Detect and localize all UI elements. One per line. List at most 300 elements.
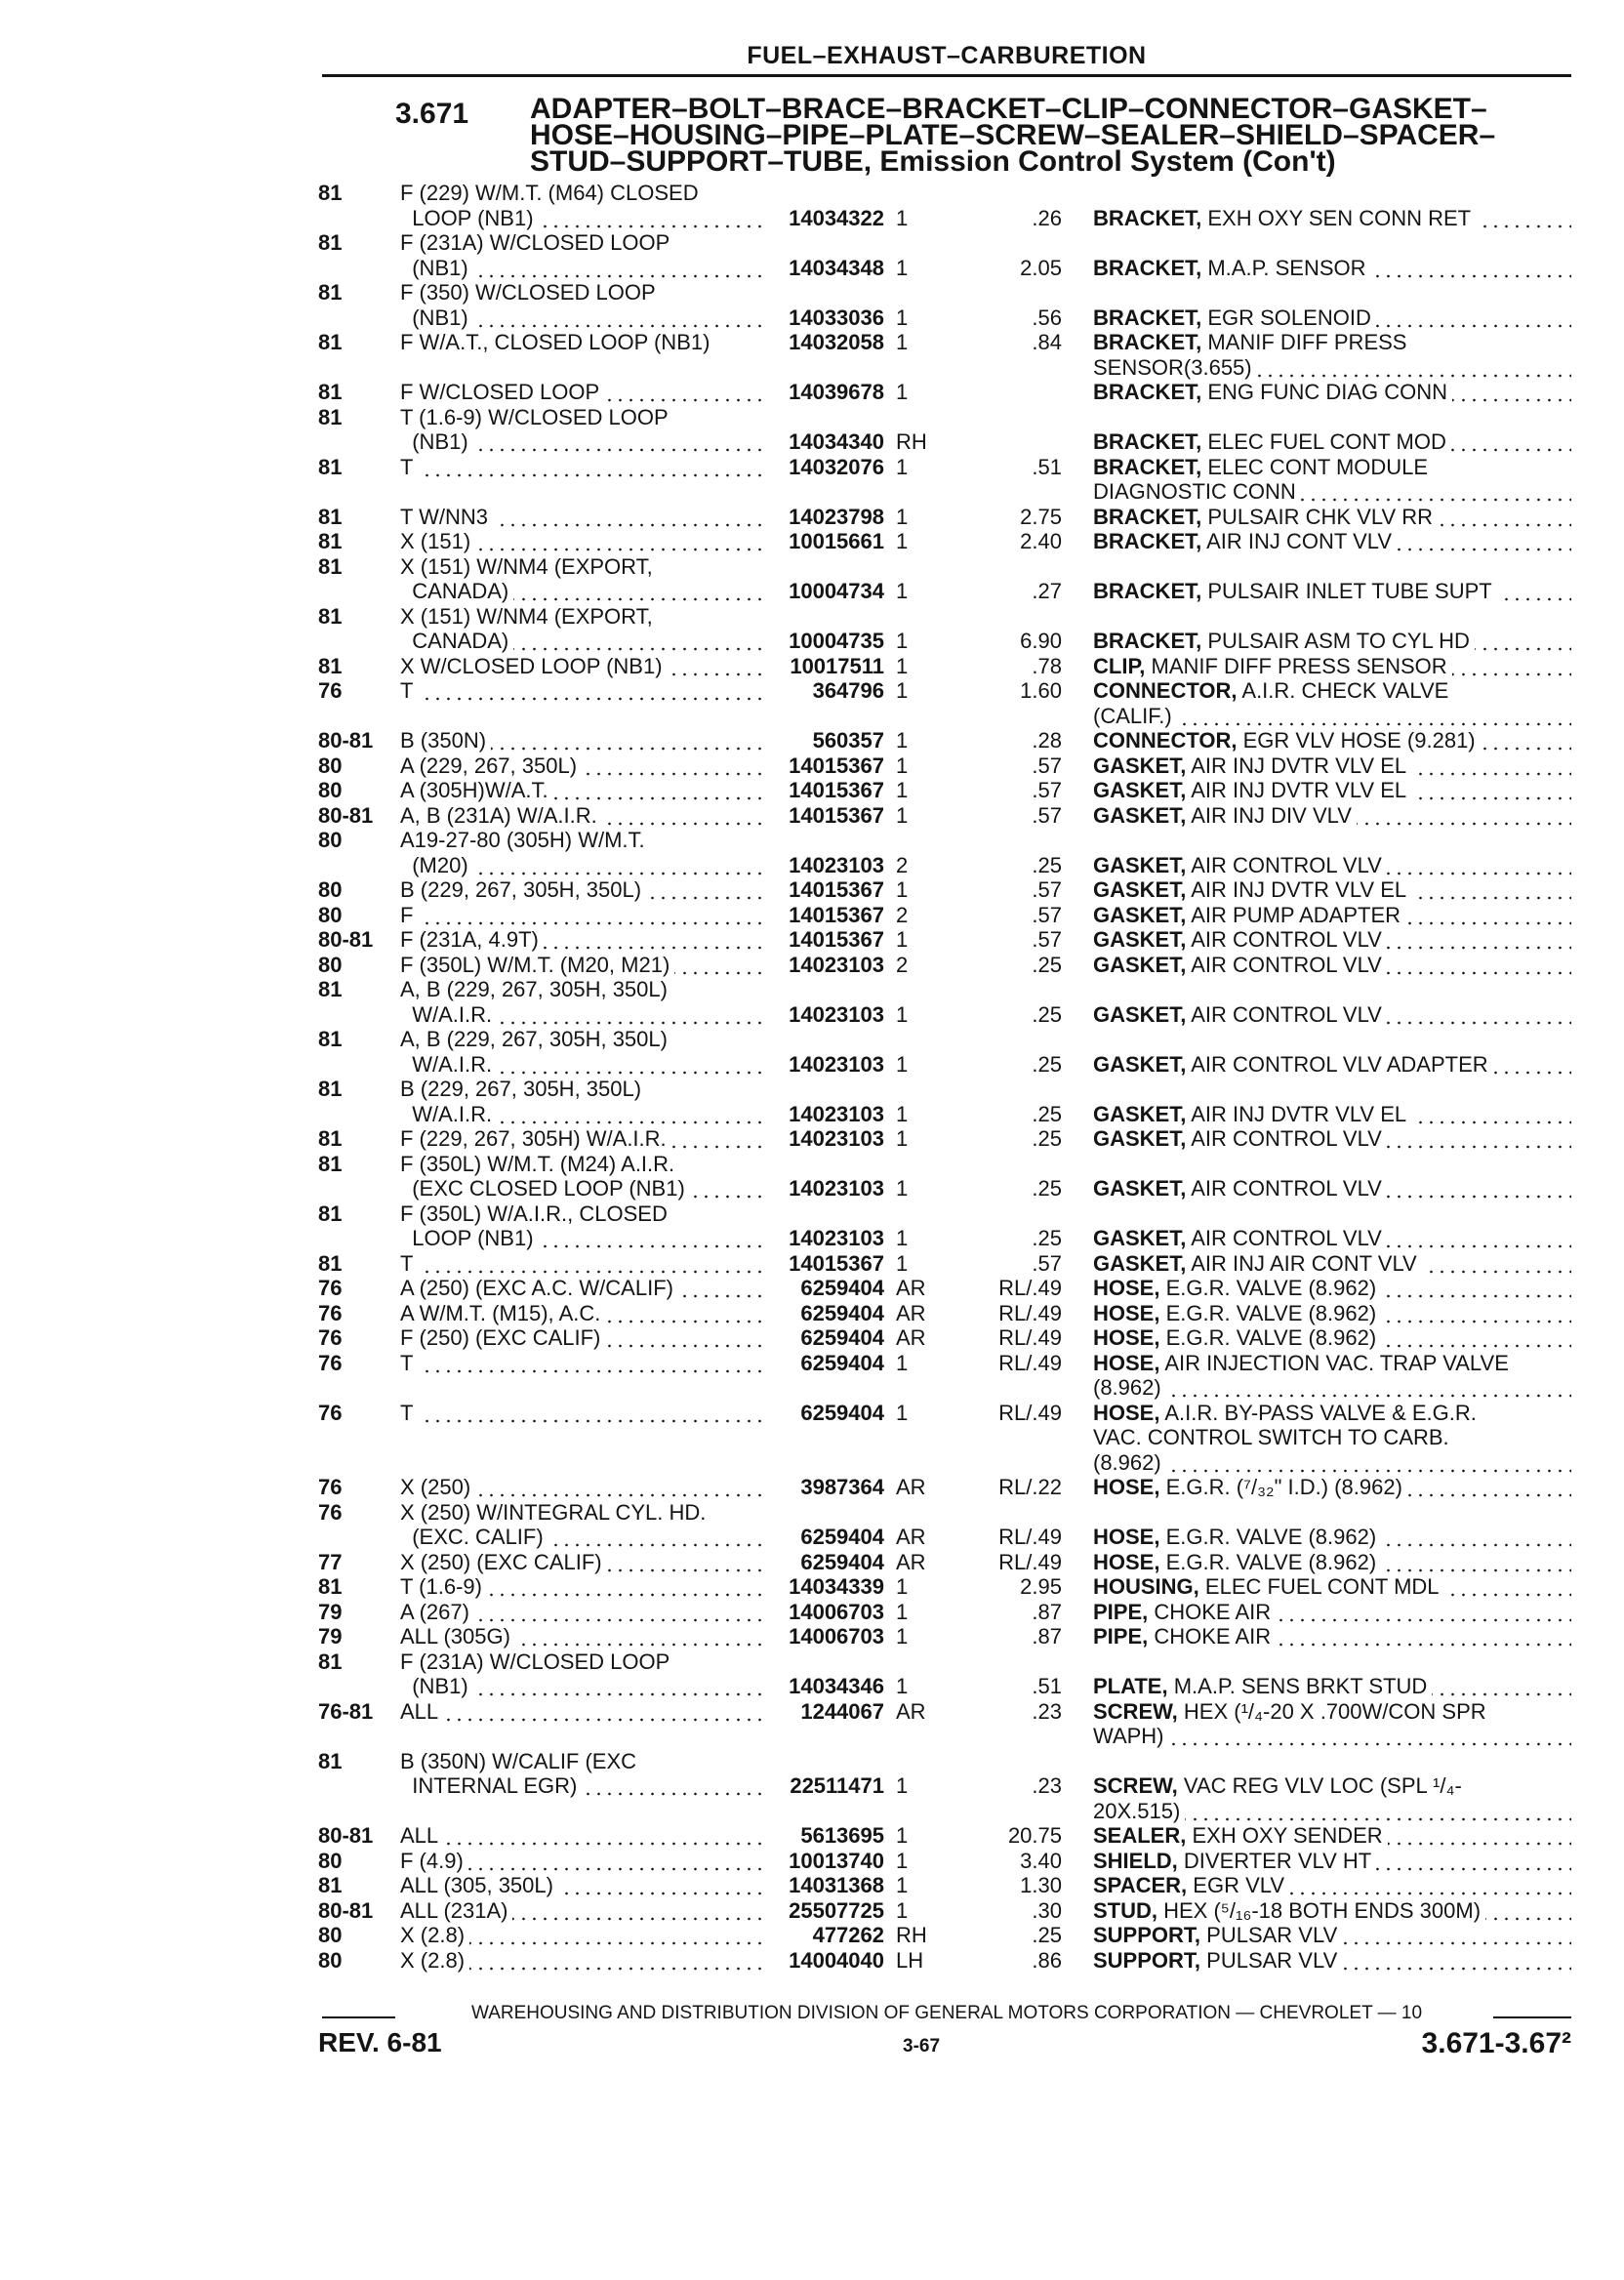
part-name: GASKET, xyxy=(1093,802,1187,828)
list-item xyxy=(0,828,1624,853)
application-text: CANADA) xyxy=(400,629,513,653)
application-text: (NB1) xyxy=(400,305,473,330)
description-text xyxy=(1093,1276,1381,1300)
part-detail: SENSOR(3.655) xyxy=(1093,354,1252,380)
list-item xyxy=(0,429,1624,455)
year-cell: 80-81 xyxy=(318,927,374,952)
description-cell xyxy=(1093,1674,1571,1699)
price-cell: .25 xyxy=(1032,1101,1062,1126)
price-cell: .23 xyxy=(1032,1698,1062,1724)
description-text xyxy=(1093,1425,1454,1449)
application-cell xyxy=(400,753,761,779)
part-number-cell: 14023103 xyxy=(789,1226,884,1250)
application-text xyxy=(400,1450,405,1475)
year-cell: 80 xyxy=(318,753,343,778)
application-cell xyxy=(400,1948,761,1974)
year-cell: 81 xyxy=(318,1027,343,1051)
part-detail: AIR PUMP ADAPTER xyxy=(1186,902,1401,927)
year-cell: 81 xyxy=(318,280,343,305)
part-name: BRACKET, xyxy=(1093,330,1202,354)
description-text xyxy=(1093,903,1405,927)
list-item xyxy=(0,280,1624,305)
description-cell xyxy=(1093,953,1571,978)
description-text xyxy=(1093,778,1411,802)
part-detail: 20X.515) xyxy=(1093,1798,1181,1823)
part-detail: ENG FUNC DIAG CONN xyxy=(1201,380,1448,404)
part-number-cell: 10004735 xyxy=(789,629,884,653)
description-text xyxy=(1093,1749,1098,1773)
part-name: HOSE, xyxy=(1093,1525,1160,1549)
description-cell xyxy=(1093,629,1571,654)
application-cell xyxy=(400,1450,761,1476)
description-text xyxy=(1093,1401,1482,1425)
description-text xyxy=(1093,1873,1289,1897)
description-text xyxy=(1093,678,1453,703)
description-text xyxy=(1093,1077,1098,1101)
description-cell xyxy=(1093,877,1571,903)
description-cell xyxy=(1093,1600,1571,1625)
price-cell: .26 xyxy=(1032,205,1062,230)
price-cell: .25 xyxy=(1032,1126,1062,1151)
year-cell: 81 xyxy=(318,1574,343,1599)
part-detail: EGR VLV HOSE (9.281) xyxy=(1237,728,1476,753)
description-cell xyxy=(1093,579,1571,604)
quantity-cell: AR xyxy=(896,1300,926,1325)
list-item xyxy=(0,505,1624,530)
application-cell xyxy=(400,206,761,231)
application-text: B (229, 267, 305H, 350L) xyxy=(400,877,646,902)
description-cell xyxy=(1093,305,1571,331)
part-name: CONNECTOR, xyxy=(1093,728,1238,753)
description-cell xyxy=(1093,1724,1571,1749)
application-text: T xyxy=(400,678,418,703)
application-text: LOOP (NB1) xyxy=(400,1226,539,1250)
page-number: 3-67 xyxy=(903,2036,941,2056)
part-name: GASKET, xyxy=(1093,1250,1187,1276)
description-text xyxy=(1093,828,1098,852)
quantity-cell: 1 xyxy=(896,454,909,479)
part-number-cell: 10004734 xyxy=(789,579,884,603)
quantity-cell: AR xyxy=(896,1698,926,1724)
part-number-cell: 14015367 xyxy=(789,902,884,927)
price-cell: .25 xyxy=(1032,852,1062,877)
quantity-cell: 1 xyxy=(896,380,909,404)
year-cell: 80 xyxy=(318,877,343,902)
description-text xyxy=(1093,479,1301,504)
year-cell: 80 xyxy=(318,952,343,977)
part-number-cell: 10013740 xyxy=(789,1848,884,1873)
application-text: W/A.I.R. xyxy=(400,1002,497,1027)
description-cell xyxy=(1093,1052,1571,1078)
application-text: ALL (305, 350L) xyxy=(400,1873,558,1897)
running-title: FUEL–EXHAUST–CARBURETION xyxy=(747,42,1147,69)
part-number-cell: 14031368 xyxy=(789,1873,884,1897)
description-cell xyxy=(1093,380,1571,405)
description-cell xyxy=(1093,1027,1571,1052)
price-cell: .86 xyxy=(1032,1947,1062,1973)
year-cell: 76-81 xyxy=(318,1698,374,1724)
part-number-cell: 14015367 xyxy=(789,802,884,828)
description-text xyxy=(1093,1574,1444,1599)
year-cell: 81 xyxy=(318,977,343,1001)
description-cell xyxy=(1093,1425,1571,1450)
year-cell: 76 xyxy=(318,1400,343,1425)
part-name: GASKET, xyxy=(1093,1176,1187,1201)
list-item xyxy=(0,330,1624,355)
description-cell xyxy=(1093,1351,1571,1376)
description-text xyxy=(1093,529,1397,553)
quantity-cell: AR xyxy=(896,1525,926,1549)
application-text: X (250) (EXC CALIF) xyxy=(400,1550,607,1574)
list-item xyxy=(0,405,1624,430)
year-cell: 80-81 xyxy=(318,1823,374,1848)
application-cell xyxy=(400,604,761,630)
list-item xyxy=(0,678,1624,704)
quantity-cell: 1 xyxy=(896,1773,909,1798)
description-text xyxy=(1093,803,1357,828)
application-text: F (350L) W/M.T. (M20, M21) xyxy=(400,953,674,977)
application-cell xyxy=(400,505,761,530)
application-text: X (151) W/NM4 (EXPORT, xyxy=(400,604,658,629)
list-item xyxy=(0,355,1624,381)
application-text: (M20) xyxy=(400,853,473,877)
application-text xyxy=(400,355,405,380)
description-cell xyxy=(1093,1375,1571,1401)
description-text xyxy=(1093,853,1387,877)
part-number-cell: 14023103 xyxy=(789,852,884,877)
year-cell: 81 xyxy=(318,1250,343,1276)
part-detail: PULSAR VLV xyxy=(1200,1947,1338,1973)
list-item xyxy=(0,1401,1624,1426)
description-text xyxy=(1093,429,1451,454)
application-text: F (231A, 4.9T) xyxy=(400,927,544,952)
part-detail: AIR CONTROL VLV xyxy=(1186,1001,1382,1027)
list-item xyxy=(0,1152,1624,1177)
list-item xyxy=(0,230,1624,256)
part-detail: EGR VLV xyxy=(1187,1873,1285,1897)
price-cell: RL/.49 xyxy=(998,1300,1062,1325)
part-name: STUD, xyxy=(1093,1897,1157,1923)
application-text: B (350N) W/CALIF (EXC xyxy=(400,1749,641,1773)
description-cell xyxy=(1093,1500,1571,1526)
part-name: HOSE, xyxy=(1093,1276,1160,1300)
quantity-cell: 1 xyxy=(896,1624,909,1649)
description-text xyxy=(1093,1325,1381,1350)
part-number-cell: 6259404 xyxy=(800,1549,884,1574)
year-cell: 81 xyxy=(318,1873,343,1897)
application-text: T (1.6-9) W/CLOSED LOOP xyxy=(400,405,673,429)
list-item xyxy=(0,554,1624,580)
description-text xyxy=(1093,181,1098,205)
year-cell: 80-81 xyxy=(318,728,374,753)
part-name: PLATE, xyxy=(1093,1674,1168,1698)
list-item xyxy=(0,380,1624,405)
year-cell: 76 xyxy=(318,1350,343,1375)
description-cell xyxy=(1093,678,1571,704)
part-name: PIPE, xyxy=(1093,1624,1149,1649)
part-detail: CHOKE AIR xyxy=(1148,1624,1272,1649)
description-cell xyxy=(1093,1574,1571,1600)
quantity-cell: 1 xyxy=(896,504,909,529)
price-cell: .25 xyxy=(1032,1001,1062,1027)
price-cell: .25 xyxy=(1032,1923,1062,1947)
description-text xyxy=(1093,579,1497,603)
footer-division-line: WAREHOUSING AND DISTRIBUTION DIVISION OF GENERAL MOTORS CORPORATION — CHEVROLET — 10 xyxy=(470,2003,1423,2023)
description-text xyxy=(1093,1450,1166,1475)
application-cell xyxy=(400,1550,761,1575)
description-text xyxy=(1093,330,1411,354)
application-text: F (350L) W/M.T. (M24) A.I.R. xyxy=(400,1152,679,1176)
quantity-cell: 1 xyxy=(896,579,909,603)
list-item xyxy=(0,1425,1624,1450)
description-text xyxy=(1093,1301,1381,1325)
list-item xyxy=(0,1898,1624,1924)
part-detail: AIR INJ DVTR VLV EL xyxy=(1186,778,1407,802)
description-cell xyxy=(1093,1849,1571,1874)
list-item xyxy=(0,1126,1624,1152)
part-detail: HEX (⁵/₁₆-18 BOTH ENDS 300M) xyxy=(1157,1897,1482,1923)
description-cell xyxy=(1093,604,1571,630)
list-item xyxy=(0,1475,1624,1500)
application-text: A (229, 267, 350L) xyxy=(400,753,582,778)
part-number-cell: 6259404 xyxy=(800,1525,884,1549)
price-cell: .25 xyxy=(1032,952,1062,977)
description-text xyxy=(1093,927,1387,952)
price-cell: .51 xyxy=(1032,454,1062,479)
part-number-cell: 14023103 xyxy=(789,1101,884,1126)
parts-list xyxy=(0,181,1624,1973)
application-cell xyxy=(400,380,761,405)
application-text: X (151) W/NM4 (EXPORT, xyxy=(400,554,658,579)
description-text xyxy=(1093,1027,1098,1051)
description-text xyxy=(1093,629,1475,653)
list-item xyxy=(0,1325,1624,1351)
description-text xyxy=(1093,953,1387,977)
part-detail: AIR INJ CONT VLV xyxy=(1201,529,1393,553)
part-name: CONNECTOR, xyxy=(1093,678,1238,703)
list-item xyxy=(0,654,1624,679)
description-text xyxy=(1093,1600,1276,1624)
description-text xyxy=(1093,405,1098,429)
price-cell: .27 xyxy=(1032,579,1062,603)
part-number-cell: 14032076 xyxy=(789,454,884,479)
application-cell xyxy=(400,1351,761,1376)
description-text xyxy=(1093,877,1411,902)
price-cell: RL/.22 xyxy=(998,1475,1062,1499)
list-item xyxy=(0,1624,1624,1649)
year-cell: 76 xyxy=(318,1276,343,1300)
list-item xyxy=(0,1948,1624,1974)
application-cell xyxy=(400,778,761,803)
description-text xyxy=(1093,1251,1422,1276)
list-item xyxy=(0,704,1624,729)
application-cell xyxy=(400,330,761,355)
description-text xyxy=(1093,1624,1276,1649)
section-title-suffix: Emission Control System (Con't) xyxy=(872,145,1336,178)
part-name: CLIP, xyxy=(1093,653,1146,678)
application-cell xyxy=(400,903,761,928)
price-cell: .87 xyxy=(1032,1599,1062,1624)
description-text xyxy=(1093,256,1371,280)
description-text xyxy=(1093,1052,1493,1077)
part-detail: MANIF DIFF PRESS xyxy=(1201,330,1407,354)
description-text xyxy=(1093,505,1438,529)
quantity-cell: 1 xyxy=(896,330,909,354)
year-cell: 81 xyxy=(318,504,343,529)
application-cell xyxy=(400,1873,761,1898)
application-text xyxy=(400,1375,405,1400)
description-cell xyxy=(1093,1923,1571,1948)
application-cell xyxy=(400,1898,761,1924)
price-cell: 6.90 xyxy=(1020,629,1062,653)
application-text: T W/NN3 xyxy=(400,505,493,529)
part-detail: AIR INJECTION VAC. TRAP VALVE xyxy=(1159,1350,1509,1375)
part-name: GASKET, xyxy=(1093,902,1187,927)
quantity-cell: 1 xyxy=(896,529,909,553)
part-name: HOSE, xyxy=(1093,1350,1160,1375)
description-text xyxy=(1093,1923,1342,1947)
description-cell xyxy=(1093,1002,1571,1028)
application-text: F (229, 267, 305H) W/A.I.R. xyxy=(400,1126,671,1151)
part-detail: HEX (¹/₄-20 X .700W/CON SPR xyxy=(1177,1698,1486,1724)
year-cell: 80-81 xyxy=(318,802,374,828)
part-name: GASKET, xyxy=(1093,852,1187,877)
description-cell xyxy=(1093,1649,1571,1675)
application-text: (NB1) xyxy=(400,1674,473,1698)
list-item xyxy=(0,1226,1624,1251)
application-cell xyxy=(400,1799,761,1824)
part-name: SPACER, xyxy=(1093,1873,1188,1897)
application-cell xyxy=(400,305,761,331)
price-cell: .57 xyxy=(1032,927,1062,952)
part-number-cell: 14015367 xyxy=(789,1250,884,1276)
application-text xyxy=(400,479,405,504)
description-cell xyxy=(1093,330,1571,355)
quantity-cell: RH xyxy=(896,429,927,454)
description-cell xyxy=(1093,429,1571,455)
application-cell xyxy=(400,704,761,729)
application-text xyxy=(400,704,405,728)
application-cell xyxy=(400,1226,761,1251)
part-detail: (CALIF.) xyxy=(1093,703,1172,728)
application-cell xyxy=(400,1649,761,1675)
price-cell: .30 xyxy=(1032,1897,1062,1923)
quantity-cell: 1 xyxy=(896,305,909,330)
price-cell: .84 xyxy=(1032,330,1062,354)
year-cell: 81 xyxy=(318,230,343,255)
part-number-cell: 3987364 xyxy=(800,1475,884,1499)
year-cell: 77 xyxy=(318,1549,343,1574)
quantity-cell: AR xyxy=(896,1475,926,1499)
part-detail: PULSAIR ASM TO CYL HD xyxy=(1201,629,1470,653)
price-cell: .51 xyxy=(1032,1674,1062,1698)
quantity-cell: 1 xyxy=(896,877,909,902)
application-cell xyxy=(400,355,761,381)
description-text xyxy=(1093,1226,1387,1250)
footer-rule-left xyxy=(322,2016,395,2018)
application-cell xyxy=(400,455,761,480)
year-cell: 80 xyxy=(318,902,343,927)
part-name: HOSE, xyxy=(1093,1549,1160,1574)
part-name: GASKET, xyxy=(1093,1126,1187,1151)
quantity-cell: 1 xyxy=(896,1001,909,1027)
price-cell: .25 xyxy=(1032,1226,1062,1250)
part-number-cell: 14033036 xyxy=(789,305,884,330)
price-cell: .25 xyxy=(1032,1176,1062,1201)
description-cell xyxy=(1093,280,1571,305)
list-item xyxy=(0,256,1624,281)
description-cell xyxy=(1093,1301,1571,1326)
part-number-cell: 14015367 xyxy=(789,778,884,802)
part-number-cell: 14004040 xyxy=(789,1947,884,1973)
application-text xyxy=(400,1724,405,1748)
application-cell xyxy=(400,579,761,604)
description-cell xyxy=(1093,1699,1571,1725)
application-text: F (350L) W/A.I.R., CLOSED xyxy=(400,1201,672,1226)
year-cell: 81 xyxy=(318,380,343,404)
application-cell xyxy=(400,1201,761,1227)
part-detail: AIR CONTROL VLV xyxy=(1186,1226,1382,1250)
description-cell xyxy=(1093,927,1571,953)
quantity-cell: 1 xyxy=(896,802,909,828)
part-detail: AIR CONTROL VLV xyxy=(1186,927,1382,952)
part-detail: PULSAR VLV xyxy=(1200,1923,1338,1947)
part-detail: VAC REG VLV LOC (SPL ¹/₄- xyxy=(1177,1773,1462,1798)
part-number-cell: 14034340 xyxy=(789,429,884,454)
part-name: GASKET, xyxy=(1093,1001,1187,1027)
application-text: B (229, 267, 305H, 350L) xyxy=(400,1077,646,1101)
application-text: A (305H)W/A.T. xyxy=(400,778,553,802)
description-cell xyxy=(1093,1325,1571,1351)
part-name: GASKET, xyxy=(1093,778,1187,802)
part-name: BRACKET, xyxy=(1093,504,1202,529)
list-item xyxy=(0,1301,1624,1326)
quantity-cell: 1 xyxy=(896,1823,909,1848)
application-cell xyxy=(400,230,761,256)
description-text xyxy=(1093,380,1452,404)
application-cell xyxy=(400,1724,761,1749)
part-detail: AIR INJ DIV VLV xyxy=(1186,802,1352,828)
application-cell xyxy=(400,256,761,281)
description-cell xyxy=(1093,1226,1571,1251)
price-cell: .28 xyxy=(1032,728,1062,753)
part-number-cell: 14015367 xyxy=(789,753,884,778)
description-cell xyxy=(1093,1276,1571,1301)
application-cell xyxy=(400,181,761,206)
application-cell xyxy=(400,654,761,679)
quantity-cell: 1 xyxy=(896,1250,909,1276)
part-number-cell: 14032058 xyxy=(789,330,884,354)
description-text xyxy=(1093,1500,1098,1525)
list-item xyxy=(0,604,1624,630)
application-text: A W/M.T. (M15), A.C. xyxy=(400,1301,605,1325)
description-text xyxy=(1093,1351,1514,1375)
quantity-cell: 1 xyxy=(896,1051,909,1077)
description-cell xyxy=(1093,1102,1571,1127)
part-detail: A.I.R. CHECK VALVE xyxy=(1237,678,1449,703)
part-detail: ELEC CONT MODULE xyxy=(1201,454,1429,479)
list-item xyxy=(0,455,1624,480)
part-detail: E.G.R. VALVE (8.962) xyxy=(1159,1300,1377,1325)
application-cell xyxy=(400,1823,761,1849)
section-number: 3.671 xyxy=(395,98,469,130)
part-name: SCREW, xyxy=(1093,1773,1178,1798)
application-text: T xyxy=(400,1251,418,1276)
part-detail: AIR INJ DVTR VLV EL xyxy=(1186,877,1407,902)
quantity-cell: 1 xyxy=(896,1226,909,1250)
price-cell: .57 xyxy=(1032,778,1062,802)
list-item xyxy=(0,1574,1624,1600)
